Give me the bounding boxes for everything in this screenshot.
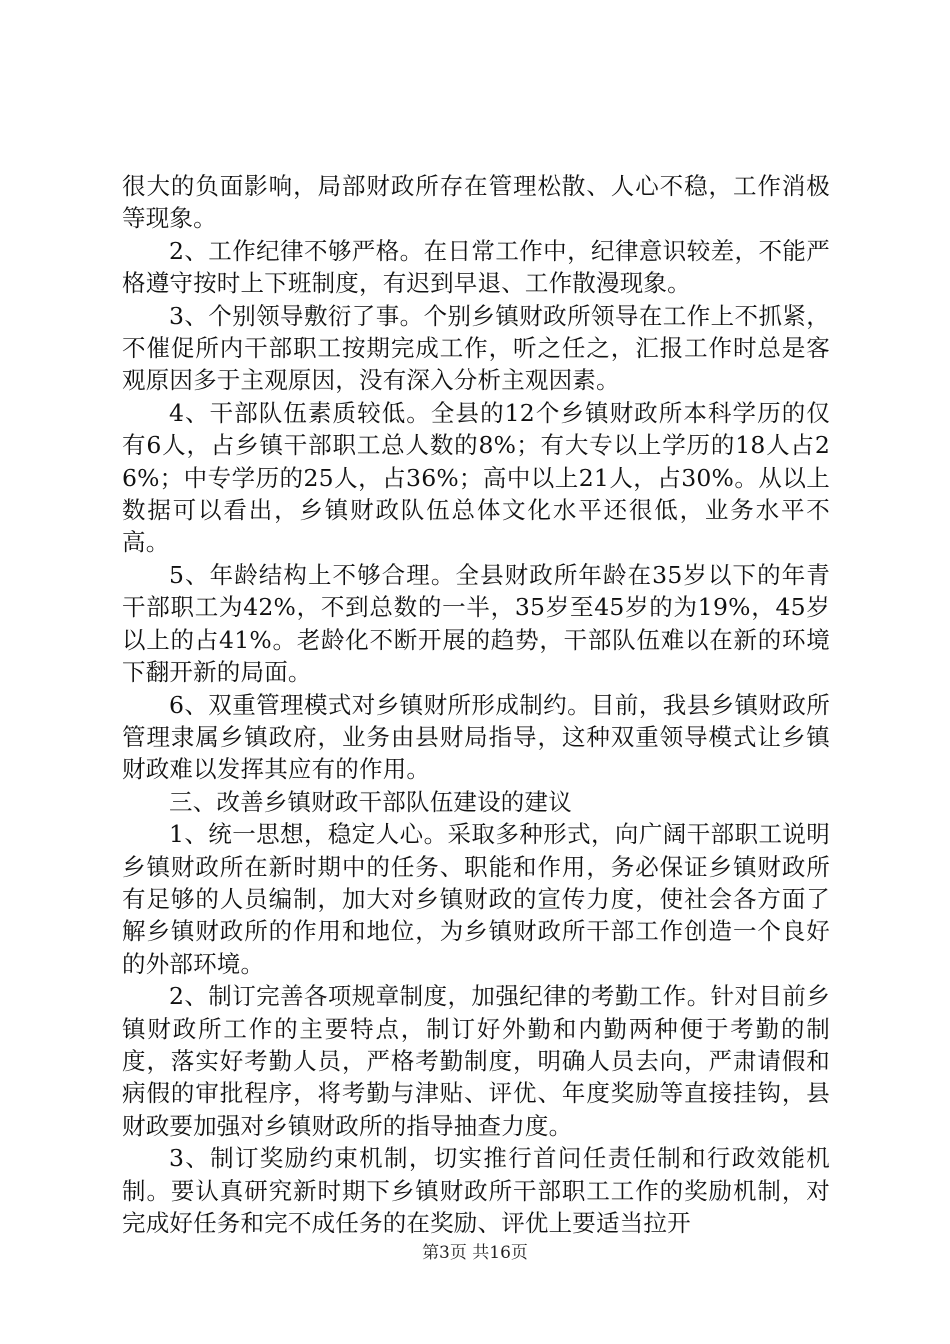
- paragraph-leadership: 3、个别领导敷衍了事。个别乡镇财政所领导在工作上不抓紧，不催促所内干部职工按期完成工作，听之任之，汇报工作时总是客观原因多于主观原因，没有深入分析主观因素。: [122, 301, 830, 395]
- paragraph-incentive-mechanism: 3、制订奖励约束机制，切实推行首问任责任制和行政效能机制。要认真研究新时期下乡镇财政所干部职工工作的奖励机制，对完成好任务和完不成任务的在奖励、评优上要适当拉开: [122, 1144, 830, 1237]
- paragraph-staff-quality: 4、干部队伍素质较低。全县的12个乡镇财政所本科学历的仅有6人，占乡镇干部职工总人数的8%；有大专以上学历的18人占26%；中专学历的25人，占36%；高中以上21人，占30%。从以上数据可以看出，乡镇财政队伍总体文化水平还很低，业务水平不高。: [122, 398, 830, 557]
- paragraph-work-discipline: 2、工作纪律不够严格。在日常工作中，纪律意识较差，不能严格遵守按时上下班制度，有迟到早退、工作散漫现象。: [122, 236, 830, 298]
- section-heading-suggestions: 三、改善乡镇财政干部队伍建设的建议: [169, 787, 572, 816]
- paragraph-continuation: 很大的负面影响，局部财政所存在管理松散、人心不稳，工作消极等现象。: [122, 172, 830, 233]
- paragraph-age-structure: 5、年龄结构上不够合理。全县财政所年龄在35岁以下的年青干部职工为42%，不到总数的一半，35岁至45岁的为19%，45岁以上的占41%。老龄化不断开展的趋势，干部队伍难以在新的环境下翻开新的局面。: [122, 560, 830, 687]
- paragraph-unify-thinking: 1、统一思想，稳定人心。采取多种形式，向广阔干部职工说明乡镇财政所在新时期中的任务、职能和作用，务必保证乡镇财政所有足够的人员编制，加大对乡镇财政的宣传力度，使社会各方面了解乡镇财政所的作用和地位，为乡镇财政所干部工作创造一个良好的外部环境。: [122, 820, 830, 978]
- page-number-footer: 第3页 共16页: [422, 1243, 528, 1263]
- document-body: [122, 170, 830, 1239]
- paragraph-rules-attendance: 2、制订完善各项规章制度，加强纪律的考勤工作。针对目前乡镇财政所工作的主要特点，制订好外勤和内勤两种便于考勤的制度，落实好考勤人员，严格考勤制度，明确人员去向，严肃请假和病假的审批程序，将考勤与津贴、评优、年度奖励等直接挂钩，县财政要加强对乡镇财政所的指导抽查力度。: [122, 982, 830, 1140]
- paragraph-dual-management: 6、双重管理模式对乡镇财所形成制约。目前，我县乡镇财政所管理隶属乡镇政府，业务由县财局指导，这种双重领导模式让乡镇财政难以发挥其应有的作用。: [122, 690, 830, 784]
